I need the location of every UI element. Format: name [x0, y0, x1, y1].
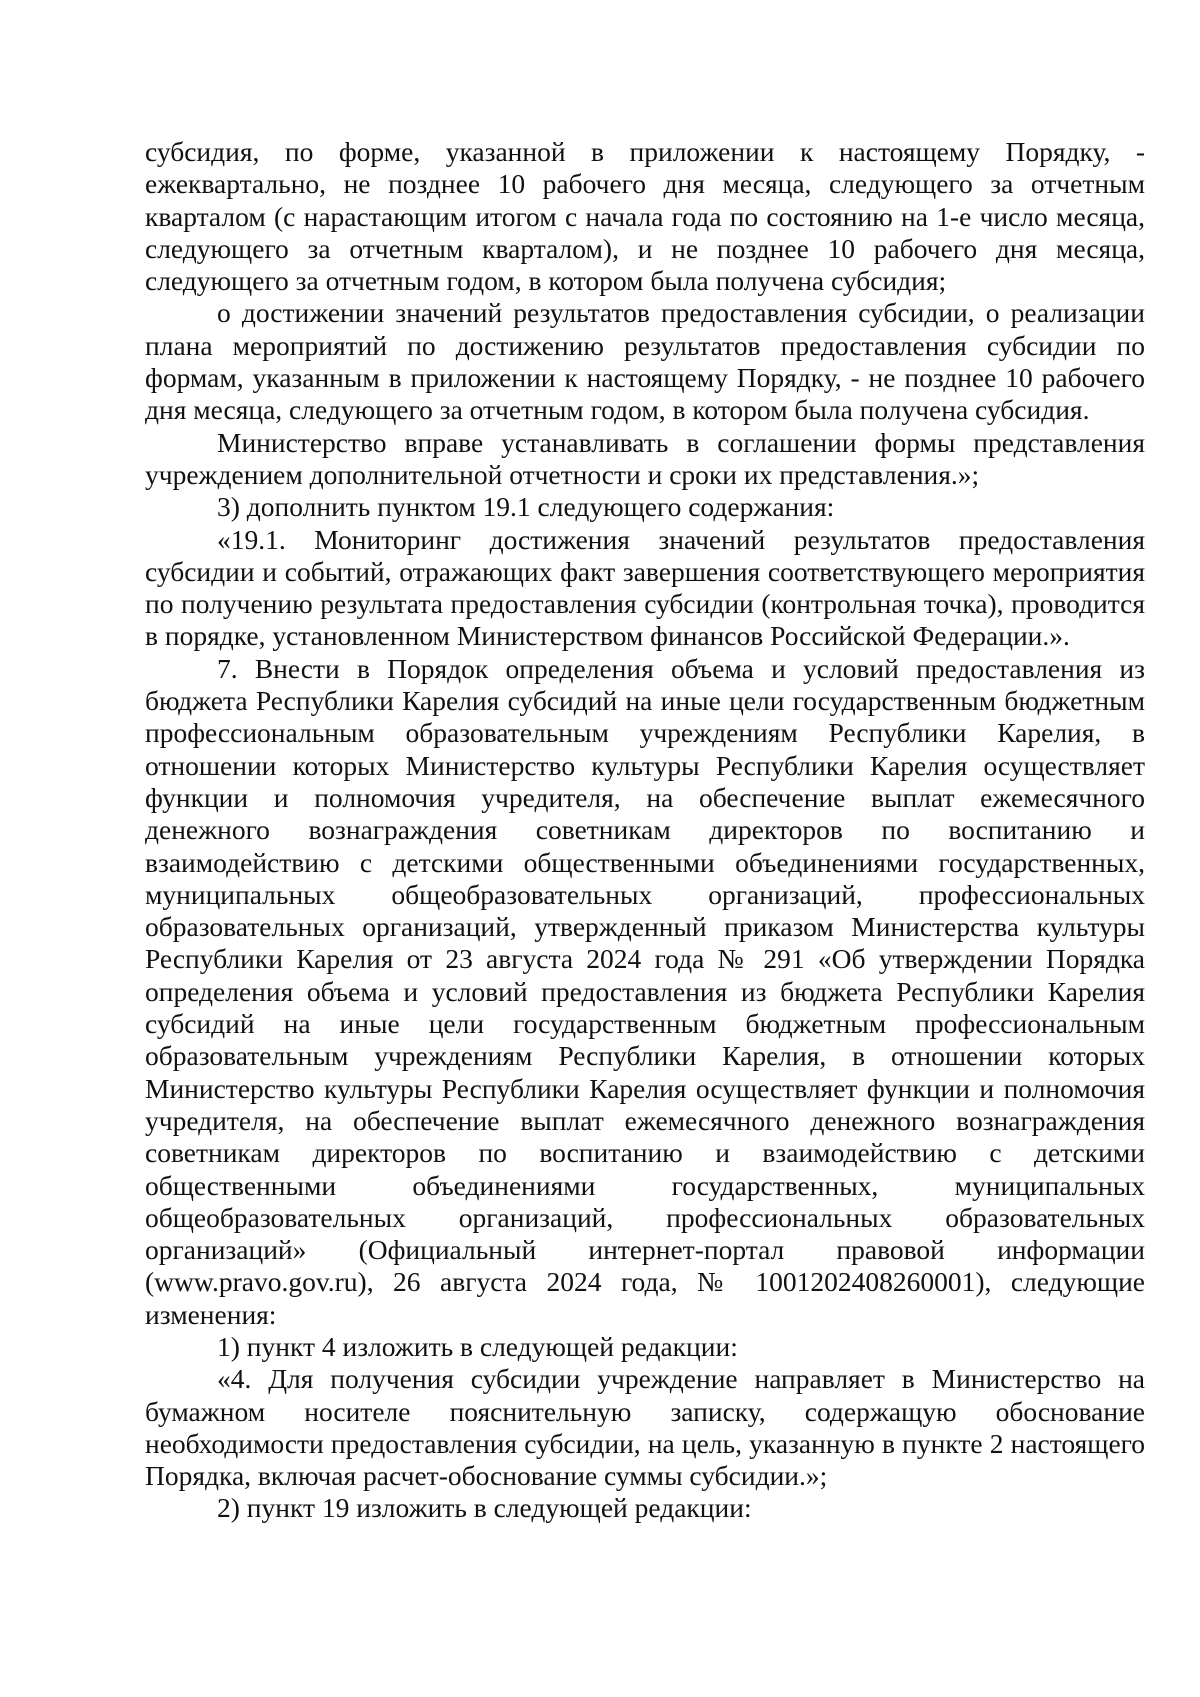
paragraph-item-7-amendments: 7. Внести в Порядок определения объема и условий предоставления из бюджета Республики Карелия субсидий на иные цели государственным бюджетным профессиональным образовательным учреждениям Республики Карелия, в отношении которых Министерство культуры Республики Карелия осуществляет функции и полномочия учредителя, на обеспечение выплат ежемесячного денежного вознаграждения советникам директоров по воспитанию и взаимодействию с детскими общественными объединениями государственных, муниципальных общеобразовательных организаций, профессиональных образовательных организаций, утвержденный приказом Министерства культуры Республики Карелия от 23 августа 2024 года № 291 «Об утверждении Порядка определения объема и условий предоставления из бюджета Республики Карелия субсидий на иные цели государственным бюджетным профессиональным образовательным учреждениям Республики Карелия, в отношении которых Министерство культуры Республики Карелия осуществляет функции и полномочия учредителя, на обеспечение выплат ежемесячного денежного вознаграждения советникам директоров по воспитанию и взаимодействию с детскими общественными объединениями государственных, муниципальных общеобразовательных организаций, профессиональных образовательных организаций» (Официальный интернет-портал правовой информации (www.pravo.gov.ru), 26 августа 2024 года, № 1001202408260001), следующие изменения: — [145, 652, 1145, 1330]
paragraph-point-4-text: «4. Для получения субсидии учреждение направляет в Министерство на бумажном носителе пояснительную записку, содержащую обоснование необходимости предоставления субсидии, на цель, указанную в пункте 2 настоящего Порядка, включая расчет-обоснование суммы субсидии.»; — [145, 1363, 1145, 1492]
paragraph-point-19-redaction: 2) пункт 19 изложить в следующей редакции: — [217, 1492, 752, 1524]
paragraph-add-point-19-1: 3) дополнить пунктом 19.1 следующего содержания: — [217, 491, 835, 523]
paragraph-point-4-redaction: 1) пункт 4 изложить в следующей редакции: — [217, 1330, 738, 1362]
paragraph-results-achievement: о достижении значений результатов предоставления субсидии, о реализации плана мероприятий по достижению результатов предоставления субсидии по формам, указанным в приложении к настоящему Порядку, - не позднее 10 рабочего дня месяца, следующего за отчетным годом, в котором была получена субсидия. — [145, 297, 1145, 426]
paragraph-point-19-1-monitoring: «19.1. Мониторинг достижения значений результатов предоставления субсидии и событий, отражающих факт завершения соответствующего мероприятия по получению результата предоставления субсидии (контрольная точка), проводится в порядке, установленном Министерством финансов Российской Федерации.». — [145, 523, 1145, 652]
paragraph-report-deadlines: субсидия, по форме, указанной в приложении к настоящему Порядку, - ежеквартально, не позднее 10 рабочего дня месяца, следующего за отчетным кварталом (с нарастающим итогом с начала года по состоянию на 1-е число месяца, следующего за отчетным кварталом), и не позднее 10 рабочего дня месяца, следующего за отчетным годом, в котором была получена субсидия; — [145, 136, 1145, 297]
document-page — [145, 136, 1145, 1525]
paragraph-additional-reporting: Министерство вправе устанавливать в соглашении формы представления учреждением дополнительной отчетности и сроки их представления.»; — [145, 426, 1145, 490]
